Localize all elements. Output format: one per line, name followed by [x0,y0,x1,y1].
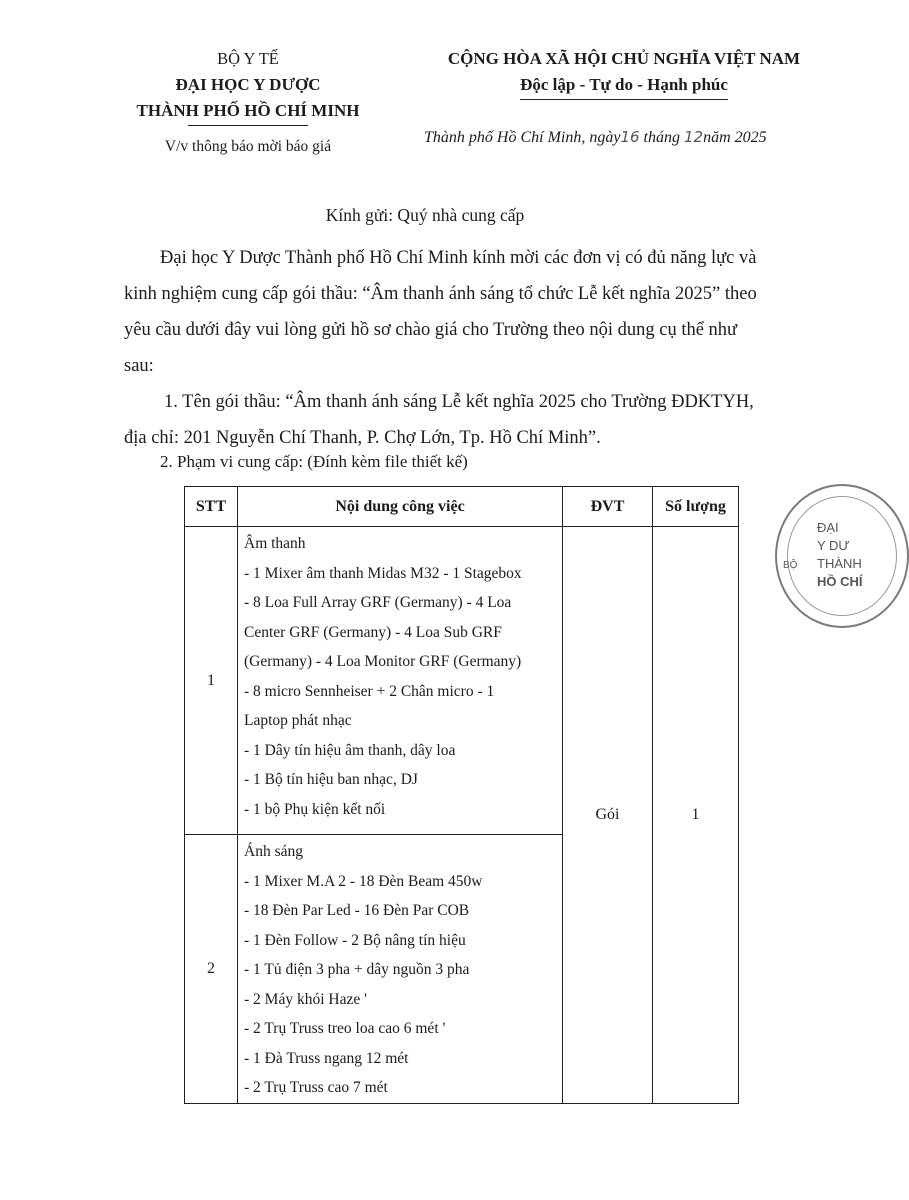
unit-cell: Gói [563,527,653,1104]
issuer-underline [188,125,308,126]
salutation: Kính gửi: Quý nhà cung cấp [325,205,525,225]
seal-text: HỒ CHÍ [817,574,863,589]
content-line: - 2 Trụ Truss cao 7 mét [244,1079,388,1096]
col-header-quantity: Số lượng [653,487,739,527]
ministry-name: BỘ Y TẾ [217,49,279,68]
content-line: - 1 Mixer âm thanh Midas M32 - 1 Stagebox [244,564,522,582]
content-line: - 1 Dây tín hiệu âm thanh, dây loa [244,741,456,759]
content-line: - 1 Đà Truss ngang 12 mét [244,1049,409,1067]
item-1-package-name: 1. Tên gói thầu: “Âm thanh ánh sáng Lễ kết nghĩa 2025 cho Trường ĐDKTYH, địa chỉ: 201 Nguyễn Chí Thanh, P. Chợ Lớn, Tp. Hồ Chí Minh”. [124,392,754,448]
university-name: ĐẠI HỌC Y DƯỢC [175,75,321,94]
table-header-row [185,487,739,527]
handwritten-month: 12 [684,128,704,146]
intro-paragraph: Đại học Y Dược Thành phố Hồ Chí Minh kính mời các đơn vị có đủ năng lực và kinh nghiệm cung cấp gói thầu: “Âm thanh ánh sáng tổ chức Lễ kết nghĩa 2025” theo yêu cầu dưới đây vui lòng gửi hồ sơ chào giá cho Trường theo nội dung cụ thể như sau: [124,248,757,376]
content-line: Center GRF (Germany) - 4 Loa Sub GRF [244,623,502,641]
content-line: - 2 Trụ Truss treo loa cao 6 mét ' [244,1020,446,1037]
national-motto: Độc lập - Tự do - Hạnh phúc [520,75,728,94]
seal-text: THÀNH [817,556,862,571]
content-line: - 1 Tủ điện 3 pha + dây nguồn 3 pha [244,961,470,978]
item-2-scope: 2. Phạm vi cung cấp: (Đính kèm file thiết kế) [160,452,468,471]
month-label: tháng [643,129,680,146]
seal-side-text: BỘ [783,560,798,571]
place-date [416,127,832,148]
content-line: - 1 bộ Phụ kiện kết nối [244,800,386,818]
table-row [185,527,739,835]
row-content [238,527,563,835]
issuer-block [118,46,378,157]
col-header-stt: STT [185,487,238,527]
nation-title: CỘNG HÒA XÃ HỘI CHỦ NGHĨA VIỆT NAM [447,49,801,68]
content-line: - 1 Bộ tín hiệu ban nhạc, DJ [244,771,418,788]
col-header-content: Nội dung công việc [238,487,563,527]
content-line: - 18 Đèn Par Led - 16 Đèn Par COB [244,902,470,919]
letter-body [124,240,764,456]
content-line: - 1 Đèn Follow - 2 Bộ nâng tín hiệu [244,931,466,949]
content-line: (Germany) - 4 Loa Monitor GRF (Germany) [244,653,522,670]
content-line: - 1 Mixer M.A 2 - 18 Đèn Beam 450w [244,872,483,890]
row-stt: 2 [185,835,238,1104]
content-line: Ánh sáng [244,843,303,860]
handwritten-day: 16 [620,128,640,146]
quantity-cell: 1 [653,527,739,1104]
official-seal [775,484,909,628]
year-text: năm 2025 [703,129,767,146]
motto-underline [520,99,728,100]
motto-wrap [520,72,728,100]
row-stt: 1 [185,527,238,835]
place-date-prefix: Thành phố Hồ Chí Minh, ngày [424,129,621,146]
col-header-unit: ĐVT [563,487,653,527]
university-city: THÀNH PHỐ HỒ CHÍ MINH [136,101,360,120]
content-line: Âm thanh [244,535,306,552]
content-line: - 8 Loa Full Array GRF (Germany) - 4 Loa [244,594,512,611]
row-content [238,835,563,1104]
seal-text: Y DƯ [817,538,850,553]
content-line: - 8 micro Sennheiser + 2 Chân micro - 1 [244,682,495,700]
national-header [416,46,832,148]
content-line: - 2 Máy khói Haze ' [244,990,367,1008]
work-scope-table [184,486,739,1104]
document-reference: V/v thông báo mời báo giá [164,138,332,155]
content-line: Laptop phát nhạc [244,712,352,729]
seal-text: ĐẠI [817,520,839,535]
